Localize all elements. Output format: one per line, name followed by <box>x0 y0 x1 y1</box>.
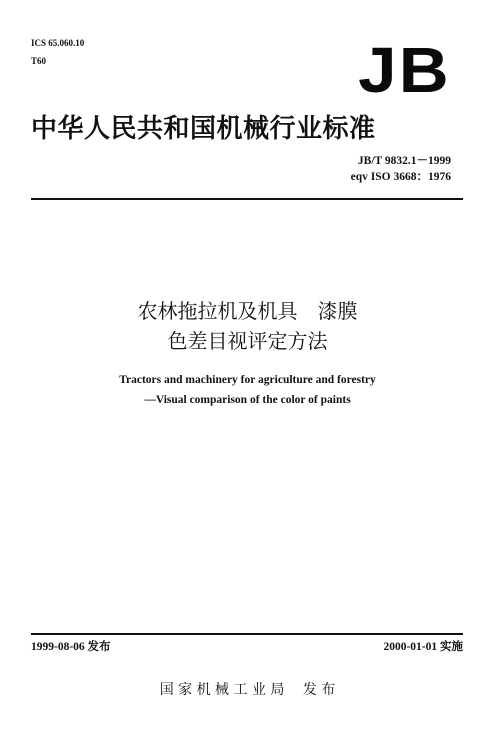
title-cn-line1: 农林拖拉机及机具 漆膜 <box>137 299 358 323</box>
implementation-date: 2000-01-01 实施 <box>383 641 463 653</box>
title-en-line2: —Visual comparison of the color of paints <box>144 394 351 406</box>
header-divider <box>31 198 463 200</box>
footer-divider <box>31 633 463 635</box>
standard-code-block <box>351 153 451 185</box>
equivalent-standard: eqv ISO 3668：1976 <box>350 171 451 183</box>
ccs-code: T60 <box>31 56 47 66</box>
ics-code: ICS 65.060.10 <box>31 38 85 48</box>
jb-logo: JB <box>358 34 451 106</box>
title-cn-line2: 色差目视评定方法 <box>167 329 328 353</box>
standard-code: JB/T 9832.1－1999 <box>357 155 451 167</box>
title-en-line1: Tractors and machinery for agriculture and forestry <box>119 374 376 386</box>
issuing-authority: 国 家 机 械 工 业 局 发 布 <box>159 682 336 698</box>
issue-date: 1999-08-06 发布 <box>31 641 111 653</box>
standard-category-title: 中华人民共和国机械行业标准 <box>31 114 376 144</box>
